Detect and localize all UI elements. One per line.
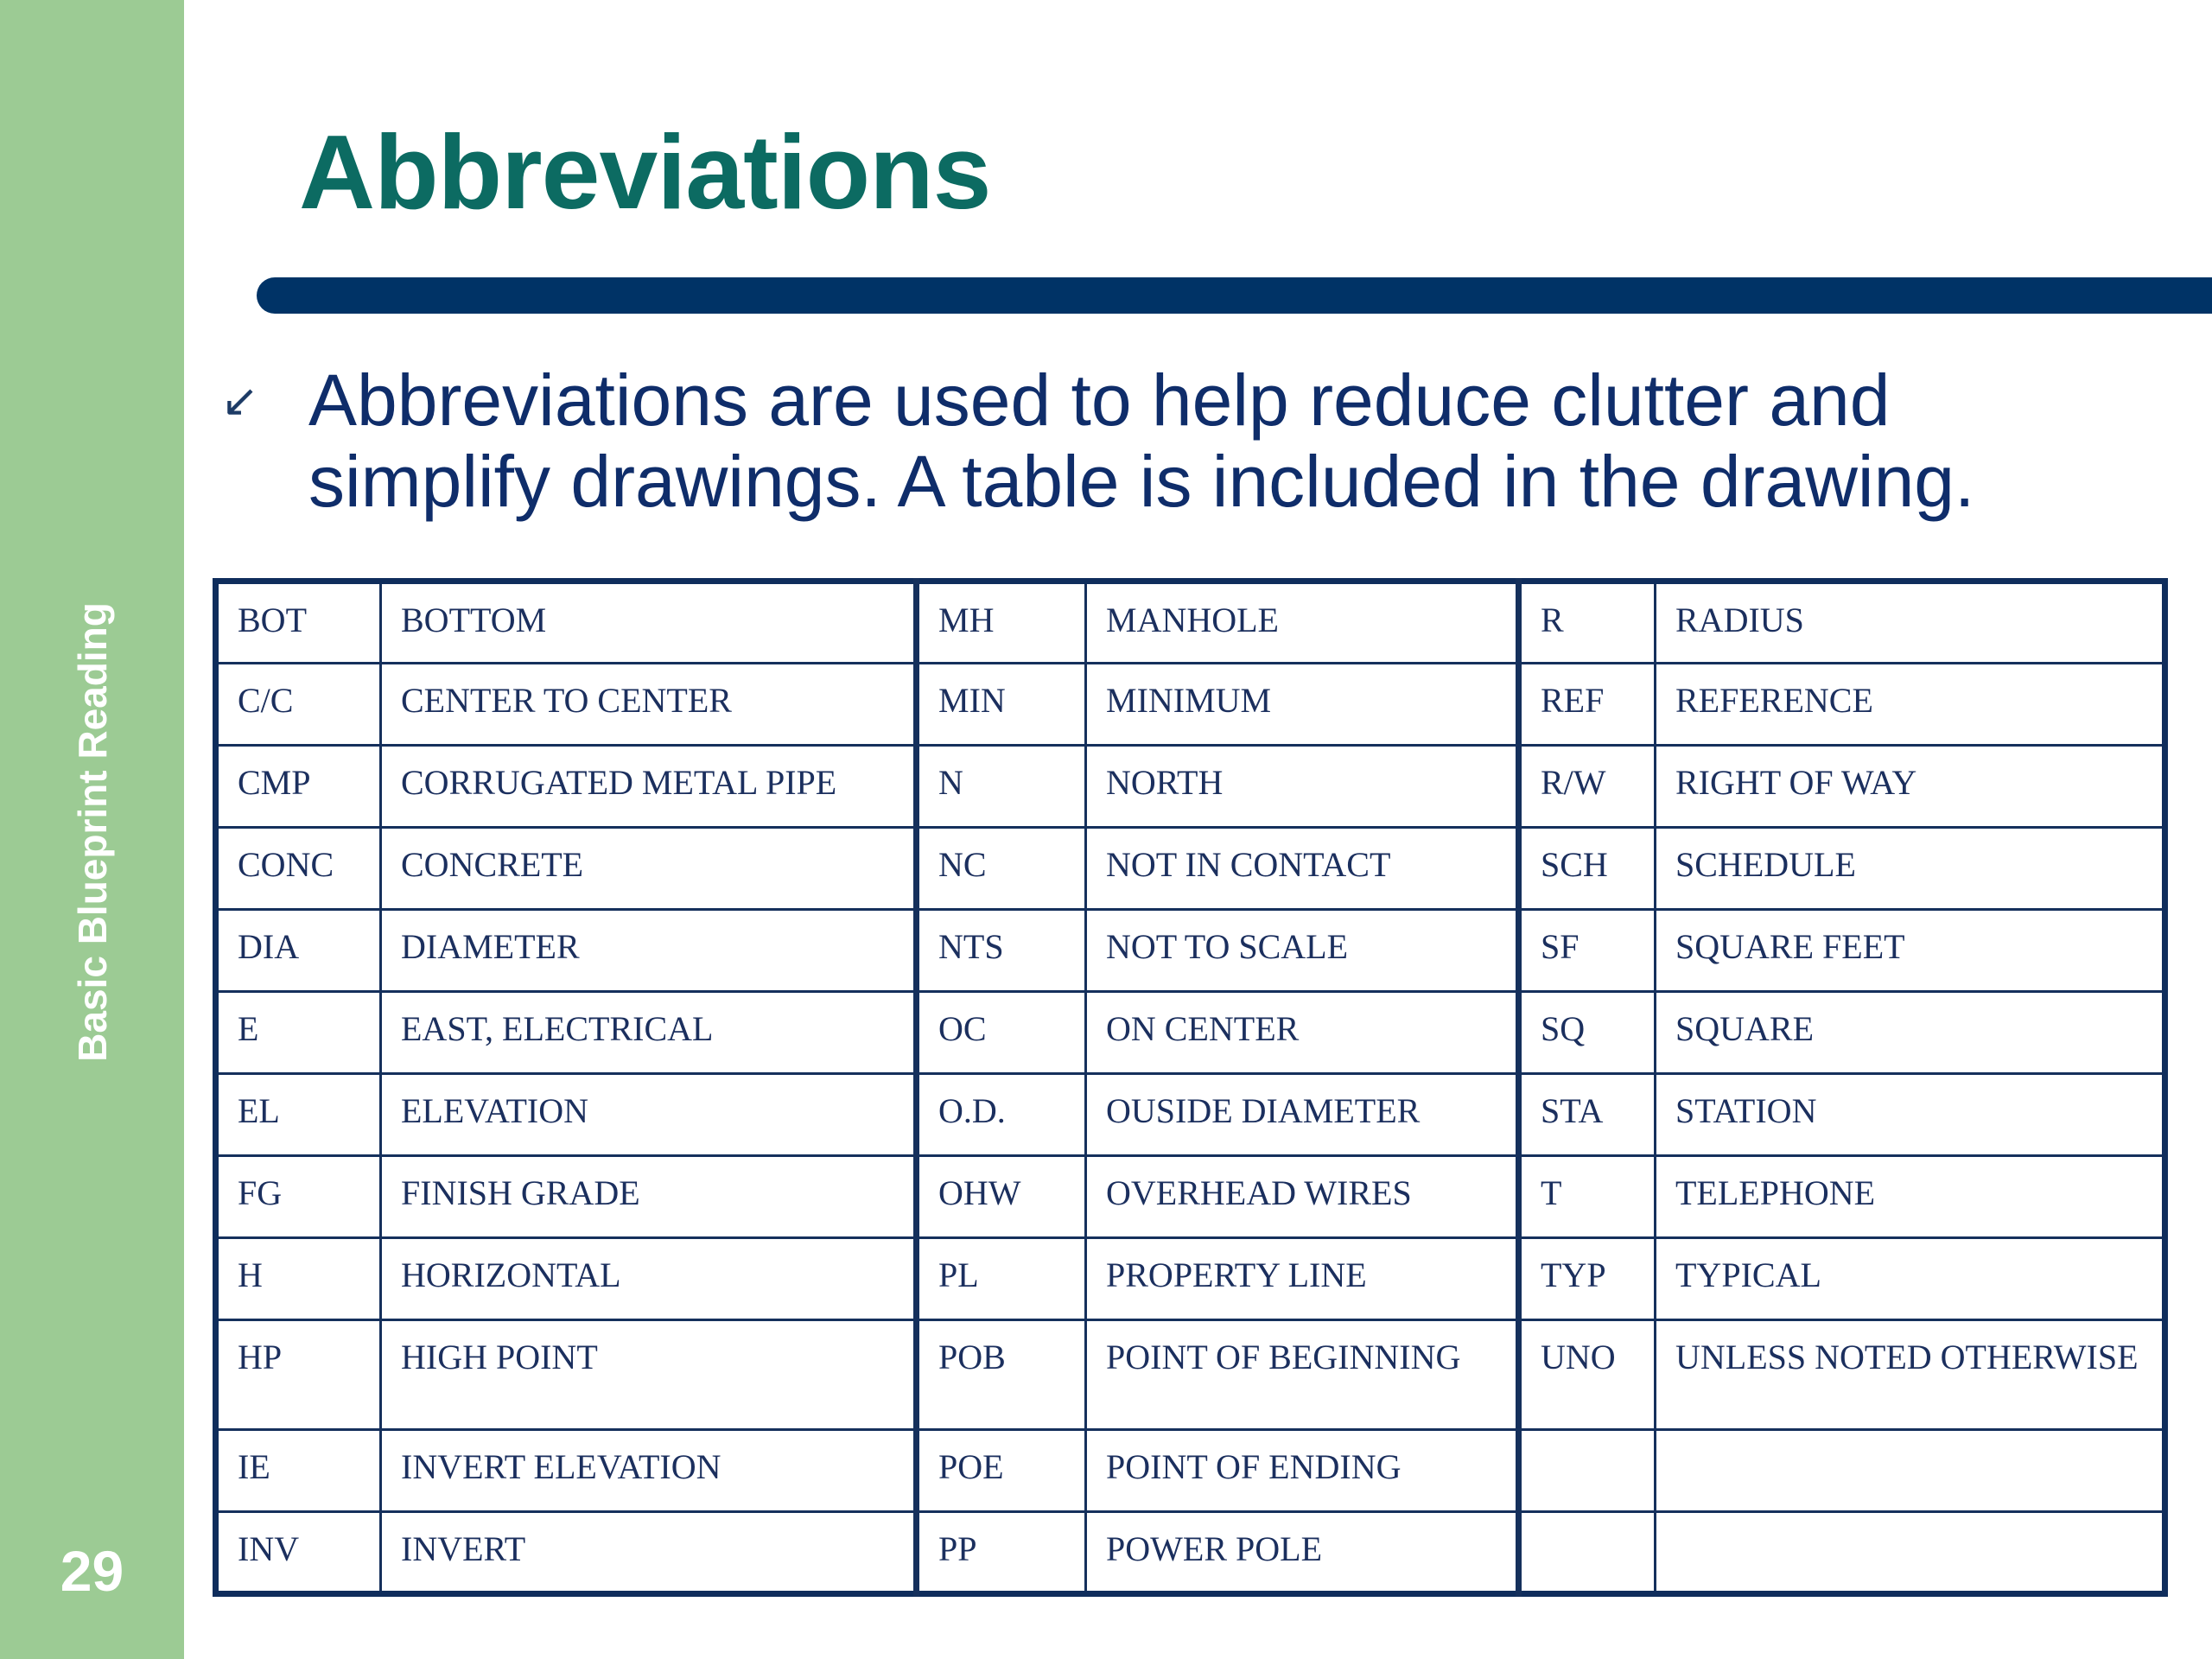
meaning-cell: NOT TO SCALE <box>1086 910 1519 992</box>
meaning-cell: POINT OF BEGINNING <box>1086 1320 1519 1430</box>
abbreviation-cell: INV <box>216 1512 381 1594</box>
table-row <box>216 828 2165 910</box>
table-row <box>216 582 2165 664</box>
meaning-cell: ON CENTER <box>1086 992 1519 1074</box>
meaning-cell: SCHEDULE <box>1656 828 2165 910</box>
meaning-cell: OUSIDE DIAMETER <box>1086 1074 1519 1156</box>
table-row <box>216 1430 2165 1512</box>
abbreviation-cell: E <box>216 992 381 1074</box>
meaning-cell: DIAMETER <box>381 910 917 992</box>
meaning-cell: TELEPHONE <box>1656 1156 2165 1238</box>
abbreviation-cell: CONC <box>216 828 381 910</box>
abbreviation-cell: STA <box>1519 1074 1656 1156</box>
abbreviation-cell: FG <box>216 1156 381 1238</box>
abbreviation-cell: SCH <box>1519 828 1656 910</box>
meaning-cell: POINT OF ENDING <box>1086 1430 1519 1512</box>
abbreviation-cell: O.D. <box>917 1074 1086 1156</box>
meaning-cell: BOTTOM <box>381 582 917 664</box>
sidebar-title: Basic Blueprint Reading <box>70 602 115 1062</box>
abbreviation-cell: MIN <box>917 664 1086 746</box>
page-title: Abbreviations <box>299 113 991 231</box>
meaning-cell: TYPICAL <box>1656 1238 2165 1320</box>
abbreviation-cell: R/W <box>1519 746 1656 828</box>
abbreviation-cell: SF <box>1519 910 1656 992</box>
table-row <box>216 910 2165 992</box>
meaning-cell: PROPERTY LINE <box>1086 1238 1519 1320</box>
abbreviation-cell: IE <box>216 1430 381 1512</box>
meaning-cell: POWER POLE <box>1086 1512 1519 1594</box>
abbreviation-cell: N <box>917 746 1086 828</box>
abbreviation-cell: H <box>216 1238 381 1320</box>
abbreviation-cell: C/C <box>216 664 381 746</box>
meaning-cell: SQUARE <box>1656 992 2165 1074</box>
abbreviation-cell: NC <box>917 828 1086 910</box>
meaning-cell: MANHOLE <box>1086 582 1519 664</box>
abbreviation-cell: HP <box>216 1320 381 1430</box>
sidebar <box>0 0 184 1659</box>
abbreviation-cell: TYP <box>1519 1238 1656 1320</box>
meaning-cell <box>1656 1512 2165 1594</box>
abbreviation-cell: NTS <box>917 910 1086 992</box>
meaning-cell: HIGH POINT <box>381 1320 917 1430</box>
abbreviation-cell: POE <box>917 1430 1086 1512</box>
abbreviation-cell: DIA <box>216 910 381 992</box>
abbreviation-cell: POB <box>917 1320 1086 1430</box>
table-row <box>216 992 2165 1074</box>
abbreviation-cell: SQ <box>1519 992 1656 1074</box>
meaning-cell: NORTH <box>1086 746 1519 828</box>
abbreviation-cell: OHW <box>917 1156 1086 1238</box>
table-row <box>216 1156 2165 1238</box>
meaning-cell: UNLESS NOTED OTHERWISE <box>1656 1320 2165 1430</box>
table-row <box>216 1320 2165 1430</box>
abbreviation-cell: PP <box>917 1512 1086 1594</box>
abbreviation-cell: REF <box>1519 664 1656 746</box>
meaning-cell: INVERT ELEVATION <box>381 1430 917 1512</box>
abbreviation-cell: BOT <box>216 582 381 664</box>
abbreviation-cell: EL <box>216 1074 381 1156</box>
meaning-cell: RADIUS <box>1656 582 2165 664</box>
table-row <box>216 746 2165 828</box>
bullet-text: Abbreviations are used to help reduce clutter and simplify drawings. A table is included in the drawing. <box>308 359 1975 522</box>
meaning-cell: ELEVATION <box>381 1074 917 1156</box>
meaning-cell: HORIZONTAL <box>381 1238 917 1320</box>
meaning-cell: STATION <box>1656 1074 2165 1156</box>
abbreviation-cell: PL <box>917 1238 1086 1320</box>
meaning-cell: MINIMUM <box>1086 664 1519 746</box>
abbreviation-cell: T <box>1519 1156 1656 1238</box>
table-row <box>216 1512 2165 1594</box>
meaning-cell <box>1656 1430 2165 1512</box>
meaning-cell: NOT IN CONTACT <box>1086 828 1519 910</box>
title-underline-bar <box>257 277 2212 314</box>
abbreviation-cell <box>1519 1430 1656 1512</box>
table-row <box>216 1074 2165 1156</box>
abbreviation-cell: OC <box>917 992 1086 1074</box>
abbreviation-cell: UNO <box>1519 1320 1656 1430</box>
meaning-cell: CONCRETE <box>381 828 917 910</box>
meaning-cell: INVERT <box>381 1512 917 1594</box>
abbreviation-cell: CMP <box>216 746 381 828</box>
meaning-cell: FINISH GRADE <box>381 1156 917 1238</box>
table-row <box>216 664 2165 746</box>
meaning-cell: OVERHEAD WIRES <box>1086 1156 1519 1238</box>
meaning-cell: EAST, ELECTRICAL <box>381 992 917 1074</box>
abbreviation-cell: R <box>1519 582 1656 664</box>
meaning-cell: SQUARE FEET <box>1656 910 2165 992</box>
meaning-cell: CORRUGATED METAL PIPE <box>381 746 917 828</box>
abbreviations-table-body <box>216 582 2165 1594</box>
abbreviation-cell: MH <box>917 582 1086 664</box>
meaning-cell: REFERENCE <box>1656 664 2165 746</box>
arrow-down-left-icon: ↙ <box>221 375 259 427</box>
abbreviations-table <box>213 578 2168 1597</box>
table-row <box>216 1238 2165 1320</box>
page-number: 29 <box>60 1539 124 1603</box>
meaning-cell: RIGHT OF WAY <box>1656 746 2165 828</box>
abbreviation-cell <box>1519 1512 1656 1594</box>
meaning-cell: CENTER TO CENTER <box>381 664 917 746</box>
